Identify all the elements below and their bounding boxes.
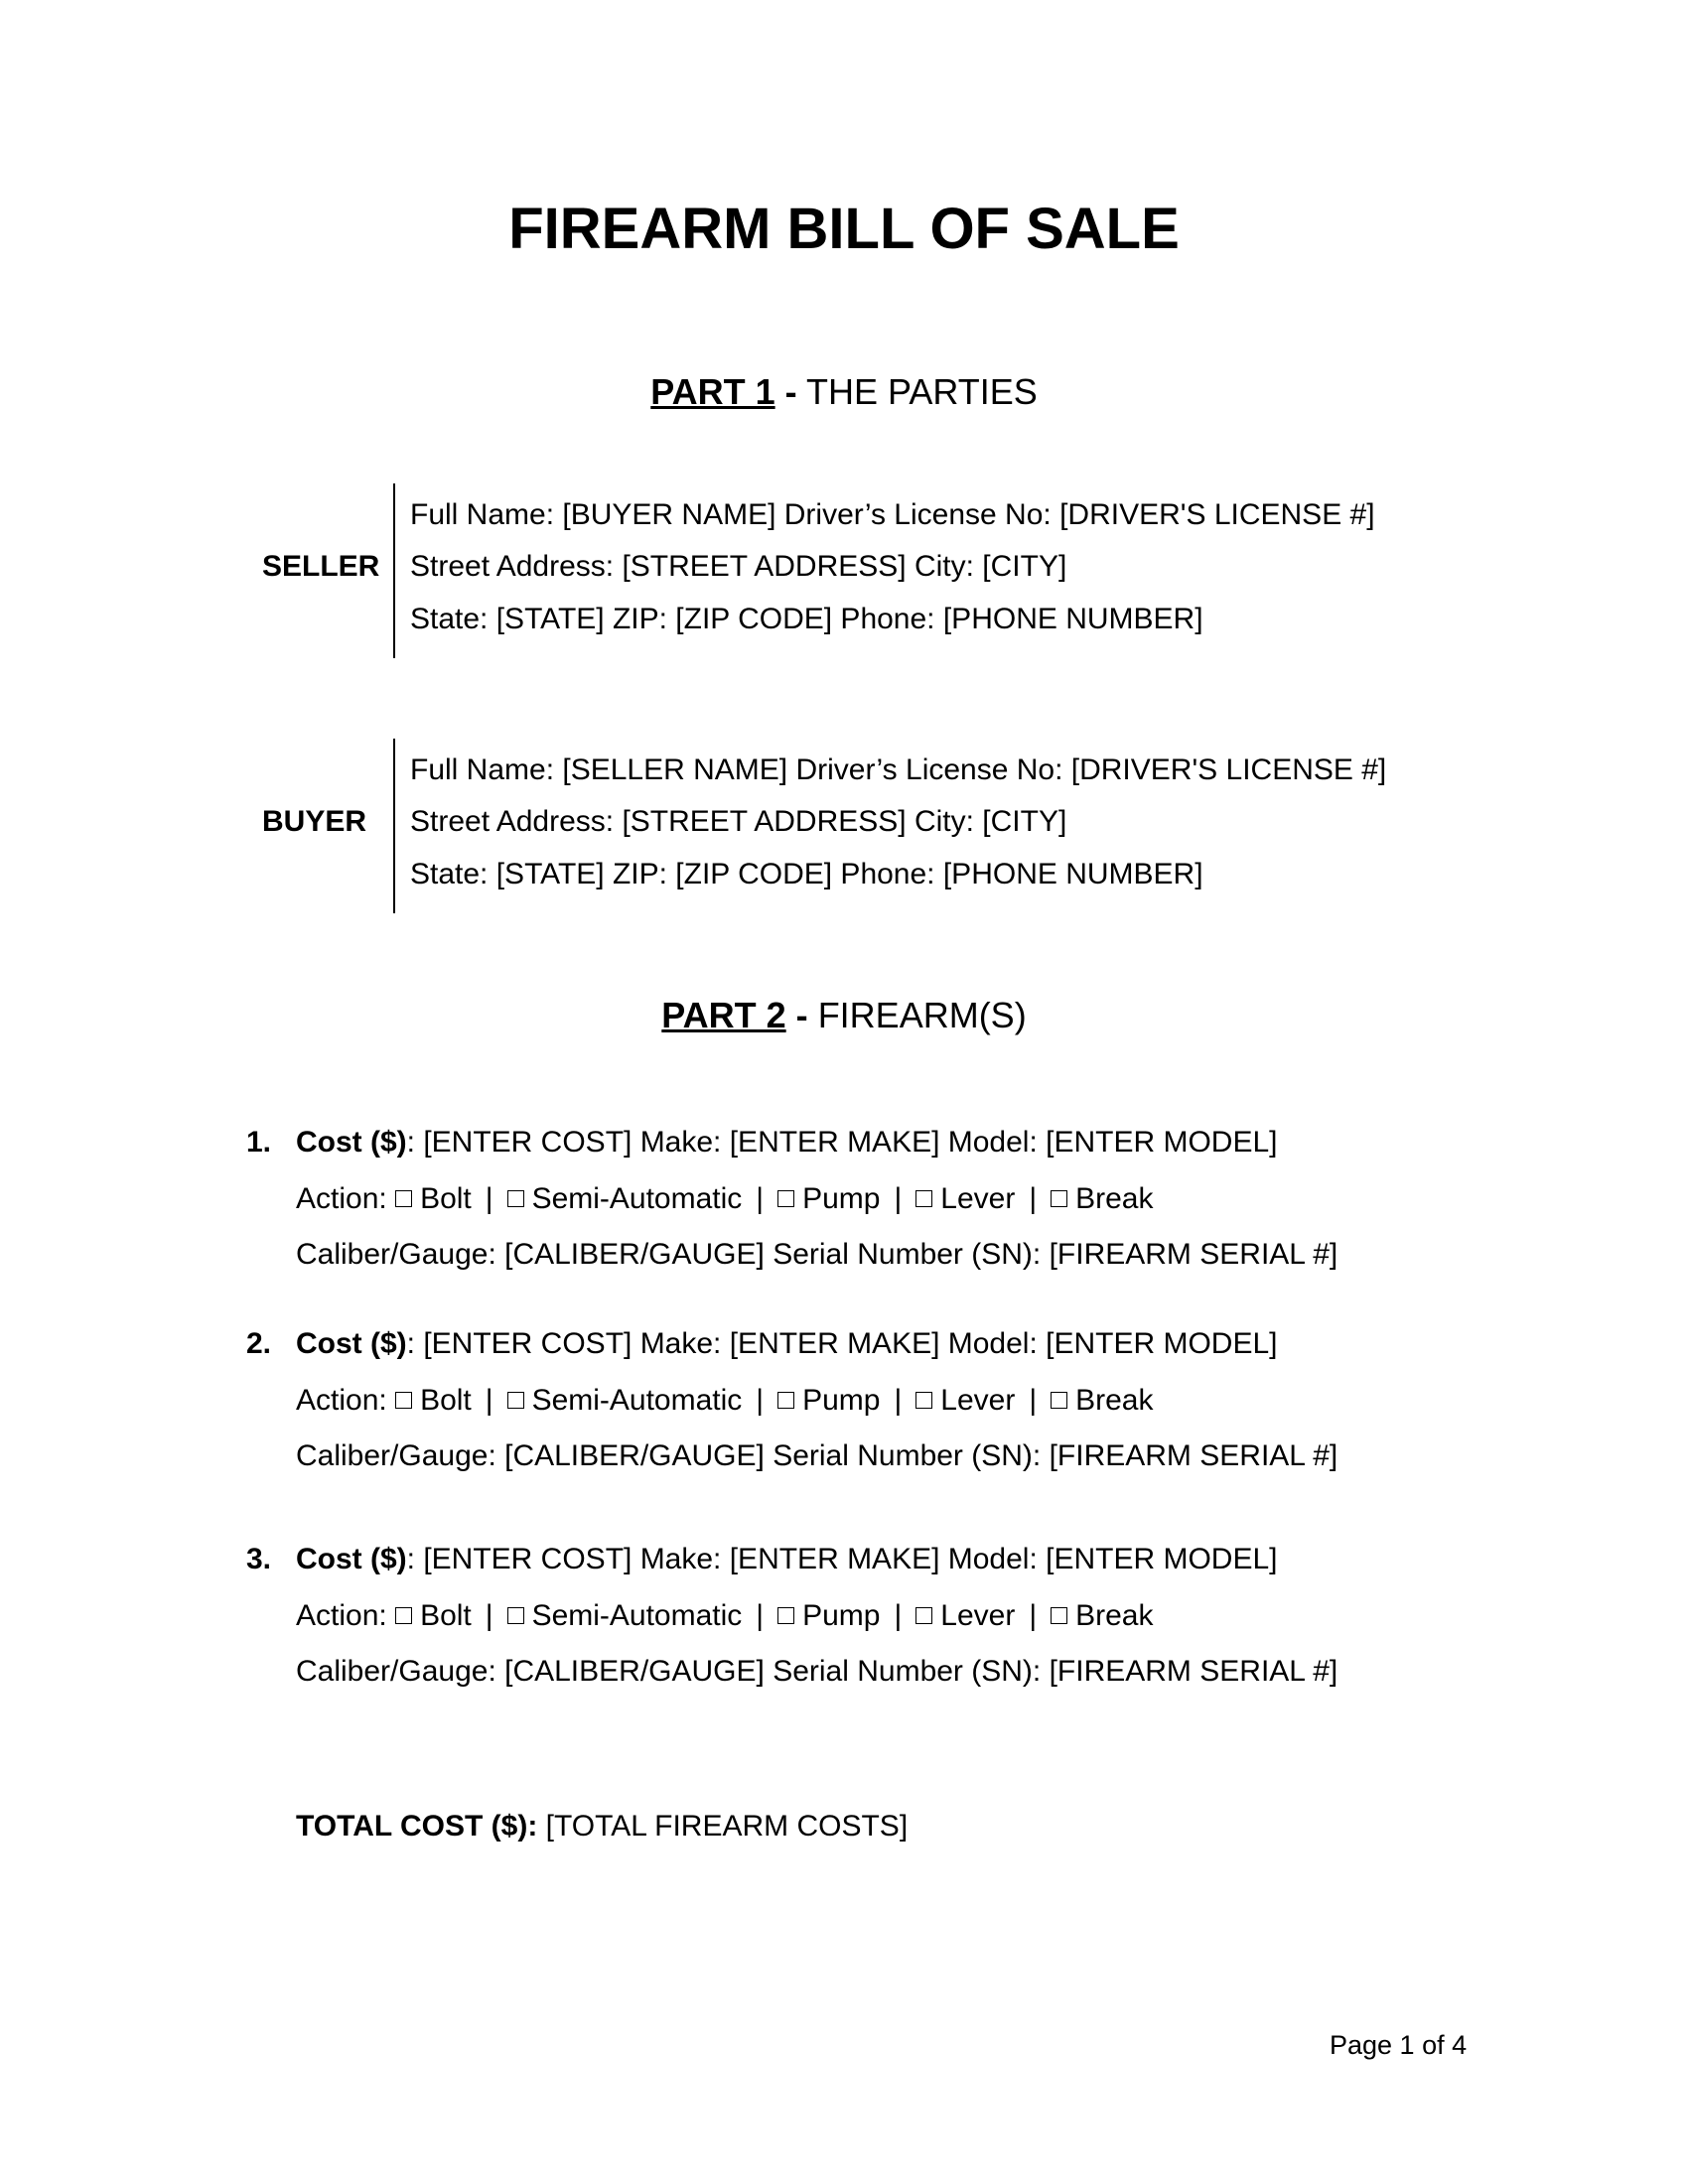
checkbox-icon[interactable] [777,1190,794,1207]
part1-heading [0,370,1688,414]
action-option[interactable]: Lever [915,1599,1015,1632]
total-cost-value: [TOTAL FIREARM COSTS] [545,1810,909,1843]
firearm-3-action-label: Action: [296,1599,387,1632]
checkbox-icon[interactable] [777,1607,794,1624]
checkbox-icon[interactable] [777,1392,794,1409]
part2-number: PART 2 [661,995,786,1035]
firearm-2-cost-label: Cost ($) [296,1327,407,1360]
action-option[interactable]: Bolt [395,1384,472,1417]
document-title: FIREARM BILL OF SALE [508,197,1180,261]
firearm-2-action-line: Action: Bolt | Semi-Automatic | Pump | Lever | Break [296,1384,1154,1417]
firearm-3-cost-label: Cost ($) [296,1543,407,1575]
checkbox-icon[interactable] [1051,1190,1067,1207]
firearm-2-cost-line [296,1326,1278,1362]
firearm-1-cost-label: Cost ($) [296,1126,407,1159]
firearm-2-cost-rest: : [ENTER COST] Make: [ENTER MAKE] Model: [ENTER MODEL] [406,1327,1278,1360]
seller-line-name: Full Name: [BUYER NAME] Driver’s License No: [DRIVER'S LICENSE #] [410,498,1375,531]
seller-divider [393,483,395,658]
part2-heading [0,994,1688,1037]
checkbox-icon[interactable] [507,1190,524,1207]
buyer-line-name: Full Name: [SELLER NAME] Driver’s License No: [DRIVER'S LICENSE #] [410,753,1387,786]
checkbox-icon[interactable] [395,1190,412,1207]
buyer-line-address: Street Address: [STREET ADDRESS] City: [CITY] [410,805,1067,838]
checkbox-icon[interactable] [1051,1607,1067,1624]
firearm-3-cost-rest: : [ENTER COST] Make: [ENTER MAKE] Model: [ENTER MODEL] [406,1543,1278,1575]
firearm-1-cost-line [296,1125,1278,1160]
firearm-1-caliber-line: Caliber/Gauge: [CALIBER/GAUGE] Serial Number (SN): [FIREARM SERIAL #] [296,1238,1338,1271]
seller-line-state: State: [STATE] ZIP: [ZIP CODE] Phone: [PHONE NUMBER] [410,603,1203,635]
firearm-3-cost-line [296,1542,1278,1577]
buyer-divider [393,739,395,913]
buyer-label: BUYER [262,805,367,838]
firearm-2-action-label: Action: [296,1384,387,1417]
firearm-1-action-line: Action: Bolt | Semi-Automatic | Pump | Lever | Break [296,1182,1154,1215]
firearm-2-caliber-line: Caliber/Gauge: [CALIBER/GAUGE] Serial Number (SN): [FIREARM SERIAL #] [296,1439,1338,1472]
firearm-3-number: 3. [246,1543,272,1575]
checkbox-icon[interactable] [1051,1392,1067,1409]
action-option[interactable]: Pump [777,1182,880,1215]
page-number: Page 1 of 4 [1330,2030,1468,2060]
part1-name: THE PARTIES [806,371,1038,412]
checkbox-icon[interactable] [915,1607,932,1624]
firearm-1-action-label: Action: [296,1182,387,1215]
checkbox-icon[interactable] [507,1392,524,1409]
action-option[interactable]: Lever [915,1182,1015,1215]
action-option[interactable]: Pump [777,1384,880,1417]
part1-dash: - [784,371,797,412]
firearm-2-number: 2. [246,1327,272,1360]
action-option[interactable]: Break [1051,1599,1153,1632]
action-option[interactable]: Bolt [395,1182,472,1215]
firearm-3-action-line: Action: Bolt | Semi-Automatic | Pump | Lever | Break [296,1599,1154,1632]
total-cost [296,1809,908,1844]
action-option[interactable]: Semi-Automatic [507,1182,743,1215]
checkbox-icon[interactable] [915,1392,932,1409]
firearm-3-caliber-line: Caliber/Gauge: [CALIBER/GAUGE] Serial Number (SN): [FIREARM SERIAL #] [296,1655,1338,1688]
checkbox-icon[interactable] [915,1190,932,1207]
checkbox-icon[interactable] [395,1392,412,1409]
part2-dash: - [795,995,808,1035]
seller-line-address: Street Address: [STREET ADDRESS] City: [CITY] [410,550,1067,583]
part2-name: FIREARM(S) [817,995,1027,1035]
firearm-1-number: 1. [246,1126,272,1159]
checkbox-icon[interactable] [507,1607,524,1624]
action-option[interactable]: Semi-Automatic [507,1384,743,1417]
checkbox-icon[interactable] [395,1607,412,1624]
buyer-line-state: State: [STATE] ZIP: [ZIP CODE] Phone: [PHONE NUMBER] [410,858,1203,890]
action-option[interactable]: Break [1051,1384,1153,1417]
action-option[interactable]: Break [1051,1182,1153,1215]
firearm-1-cost-rest: : [ENTER COST] Make: [ENTER MAKE] Model: [ENTER MODEL] [406,1126,1278,1159]
action-option[interactable]: Bolt [395,1599,472,1632]
total-cost-label: TOTAL COST ($): [296,1810,538,1843]
action-option[interactable]: Lever [915,1384,1015,1417]
action-option[interactable]: Semi-Automatic [507,1599,743,1632]
action-option[interactable]: Pump [777,1599,880,1632]
seller-label: SELLER [262,550,380,583]
part1-number: PART 1 [650,371,775,412]
